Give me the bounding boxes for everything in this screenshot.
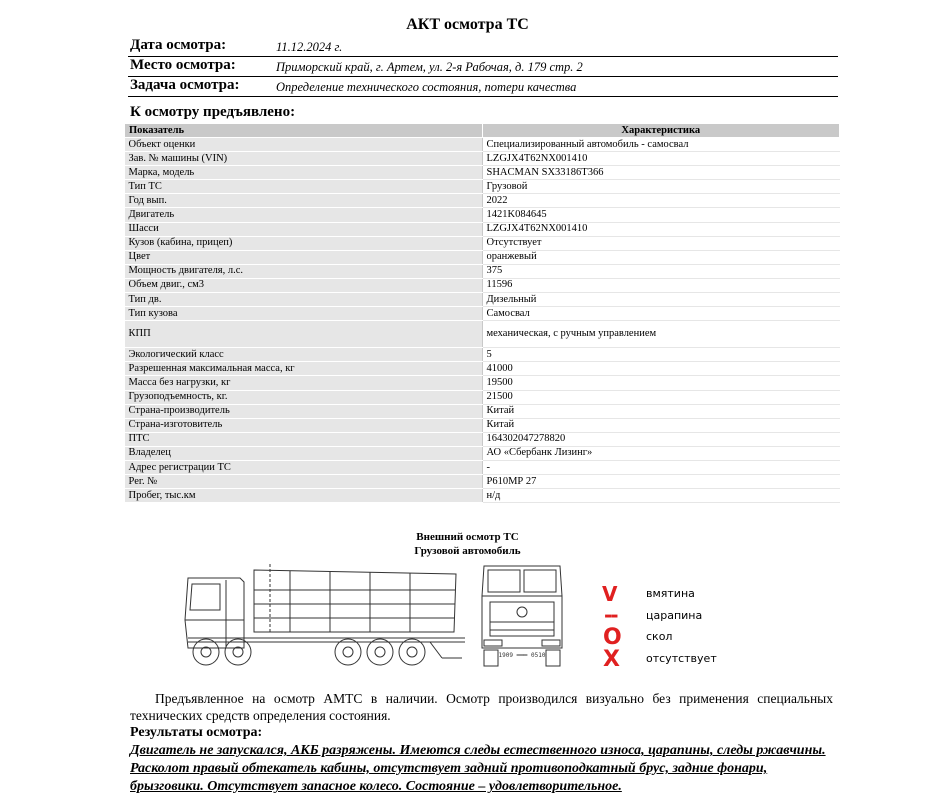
- legend-missing-label: отсутствует: [646, 652, 717, 665]
- table-cell-characteristic: -: [482, 460, 840, 474]
- table-cell-indicator: ПТС: [125, 432, 483, 446]
- table-cell-indicator: Владелец: [125, 446, 483, 460]
- table-row: [125, 166, 840, 180]
- table-header-indicator: Показатель: [125, 124, 483, 138]
- table-cell-indicator: Объект оценки: [125, 138, 483, 152]
- table-cell-indicator: Страна-производитель: [125, 404, 483, 418]
- table-cell-characteristic: SHACMAN SX33186T366: [482, 166, 840, 180]
- table-cell-characteristic: 21500: [482, 390, 840, 404]
- table-cell-characteristic: Грузовой: [482, 180, 840, 194]
- inspection-place-value: Приморский край, г. Артем, ул. 2-я Рабочая, д. 179 стр. 2: [276, 60, 583, 74]
- table-row: [125, 489, 840, 503]
- table-row: [125, 432, 840, 446]
- table-cell-characteristic: 41000: [482, 362, 840, 376]
- table-cell-characteristic: Китай: [482, 418, 840, 432]
- table-cell-indicator: Тип кузова: [125, 307, 483, 321]
- chip-symbol-icon: O: [603, 625, 622, 650]
- table-cell-indicator: Марка, модель: [125, 166, 483, 180]
- table-row: [125, 418, 840, 432]
- table-header-characteristic: Характеристика: [482, 124, 840, 138]
- table-cell-characteristic: 164302047278820: [482, 432, 840, 446]
- table-row: [125, 180, 840, 194]
- front-plate-text: 1909 ═══ 0510: [498, 652, 546, 659]
- inspection-paragraph: Предъявленное на осмотр АМТС в наличии. Осмотр производился визуально без применения специальных технических средств определения состояния.: [130, 691, 833, 723]
- table-row: [125, 138, 840, 152]
- missing-symbol-icon: X: [603, 647, 620, 672]
- table-cell-characteristic: Специализированный автомобиль - самосвал: [482, 138, 840, 152]
- table-cell-indicator: Объем двиг., см3: [125, 278, 483, 292]
- table-cell-characteristic: 1421K084645: [482, 208, 840, 222]
- inspection-title-line2: Грузовой автомобиль: [414, 545, 521, 557]
- section-heading: К осмотру предъявлено:: [130, 104, 296, 120]
- legend-scratch-label: царапина: [646, 609, 703, 622]
- table-cell-characteristic: Китай: [482, 404, 840, 418]
- vehicle-spec-table: [124, 123, 840, 503]
- table-cell-indicator: Адрес регистрации ТС: [125, 460, 483, 474]
- table-row: [125, 152, 840, 166]
- table-cell-characteristic: АО «Сбербанк Лизинг»: [482, 446, 840, 460]
- table-cell-indicator: Мощность двигателя, л.с.: [125, 264, 483, 278]
- legend-dent-label: вмятина: [646, 587, 695, 600]
- table-cell-indicator: Кузов (кабина, прицеп): [125, 236, 483, 250]
- table-row: [125, 475, 840, 489]
- inspection-title-line1: Внешний осмотр ТС: [416, 531, 519, 543]
- table-cell-indicator: Зав. № машины (VIN): [125, 152, 483, 166]
- table-row: [125, 236, 840, 250]
- table-cell-characteristic: Р610МР 27: [482, 475, 840, 489]
- table-cell-indicator: Страна-изготовитель: [125, 418, 483, 432]
- table-row: [125, 390, 840, 404]
- truck-front-view-diagram: [476, 560, 568, 670]
- table-row: [125, 250, 840, 264]
- table-cell-indicator: КПП: [125, 321, 483, 348]
- inspection-place-label: Место осмотра:: [130, 57, 236, 73]
- table-row: [125, 376, 840, 390]
- table-cell-indicator: Тип дв.: [125, 293, 483, 307]
- table-row: [125, 460, 840, 474]
- meta-underline: [128, 96, 838, 97]
- table-cell-indicator: Двигатель: [125, 208, 483, 222]
- table-cell-characteristic: Отсутствует: [482, 236, 840, 250]
- table-row: [125, 278, 840, 292]
- table-row: [125, 264, 840, 278]
- table-row: [125, 446, 840, 460]
- table-cell-characteristic: 19500: [482, 376, 840, 390]
- dent-symbol-icon: V: [602, 582, 618, 606]
- table-cell-characteristic: 11596: [482, 278, 840, 292]
- table-row: [125, 348, 840, 362]
- table-cell-indicator: Год вып.: [125, 194, 483, 208]
- inspection-task-label: Задача осмотра:: [130, 77, 240, 93]
- table-cell-indicator: Шасси: [125, 222, 483, 236]
- table-row: [125, 362, 840, 376]
- inspection-title: [0, 530, 935, 558]
- table-cell-indicator: Тип ТС: [125, 180, 483, 194]
- table-cell-indicator: Цвет: [125, 250, 483, 264]
- document-title: АКТ осмотра ТС: [406, 16, 529, 33]
- inspection-date-label: Дата осмотра:: [130, 37, 227, 53]
- table-cell-characteristic: Дизельный: [482, 293, 840, 307]
- inspection-date-value: 11.12.2024 г.: [276, 40, 343, 54]
- table-row: [125, 194, 840, 208]
- table-cell-characteristic: оранжевый: [482, 250, 840, 264]
- table-row: [125, 293, 840, 307]
- table-cell-indicator: Экологический класс: [125, 348, 483, 362]
- truck-side-view-diagram: [180, 560, 470, 670]
- table-cell-characteristic: LZGJX4T62NX001410: [482, 222, 840, 236]
- table-cell-characteristic: Самосвал: [482, 307, 840, 321]
- table-row: [125, 222, 840, 236]
- table-row: [125, 321, 840, 348]
- table-cell-characteristic: LZGJX4T62NX001410: [482, 152, 840, 166]
- table-cell-characteristic: 2022: [482, 194, 840, 208]
- inspection-task-value: Определение технического состояния, потери качества: [276, 80, 577, 94]
- table-cell-characteristic: 5: [482, 348, 840, 362]
- table-row: [125, 307, 840, 321]
- table-cell-indicator: Грузоподъемность, кг.: [125, 390, 483, 404]
- table-row: [125, 208, 840, 222]
- results-text: Двигатель не запускался, АКБ разряжены. Имеются следы естественного износа, царапины, следы ржавчины. Расколот правый обтекатель кабины, отсутствует задний противоподкатный брус, задние фонари, брызговики. Отсутствует запасное колесо. Состояние – удовлетворительное.: [130, 743, 826, 794]
- table-row: [125, 404, 840, 418]
- table-cell-characteristic: механическая, с ручным управлением: [482, 321, 840, 348]
- table-cell-indicator: Разрешенная максимальная масса, кг: [125, 362, 483, 376]
- legend-chip-label: скол: [646, 630, 673, 643]
- table-cell-characteristic: н/д: [482, 489, 840, 503]
- table-cell-indicator: Рег. №: [125, 475, 483, 489]
- table-cell-characteristic: 375: [482, 264, 840, 278]
- table-cell-indicator: Пробег, тыс.км: [125, 489, 483, 503]
- scratch-symbol-icon: --: [604, 603, 617, 627]
- table-cell-indicator: Масса без нагрузки, кг: [125, 376, 483, 390]
- results-heading: Результаты осмотра:: [130, 725, 263, 740]
